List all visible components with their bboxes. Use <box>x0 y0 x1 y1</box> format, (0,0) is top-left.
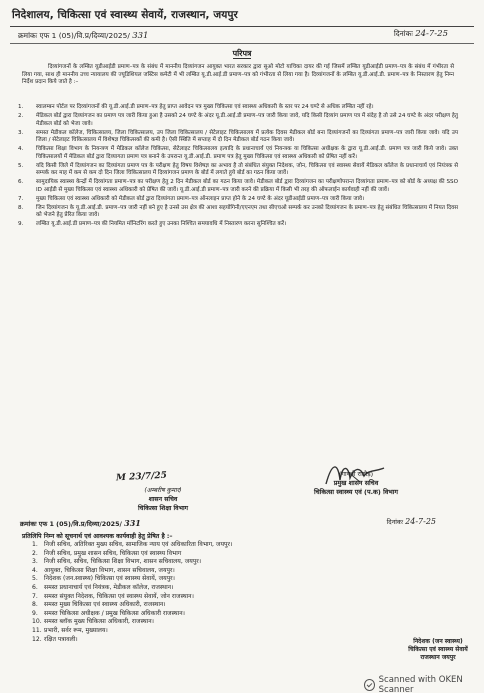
copy-to-item: 6. समस्त प्रधानाचार्य एवं नियंत्रक, मेडीकल कॉलेज, राजस्थान। <box>32 583 174 591</box>
copy-to-item: 4. आयुक्त, चिकित्सा शिक्षा विभाग, शासन सचिवालय, जयपुर। <box>32 566 175 574</box>
directive-item: 9. लम्बित यू.डी.आई.डी प्रमाण–पत्र की नियमित मॉनिटरिंग करते हुए उनका निश्चित समयावधि में निस्तारण करना सुनिश्चित करें। <box>18 221 287 228</box>
date-label: दिनांकः <box>393 29 413 38</box>
org-title: निदेशालय, चिकित्सा एवं स्वास्थ्य सेवायें, राजस्थान, जयपुर <box>12 9 238 21</box>
directive-item: 6. सामुदायिक स्वास्थ्य केन्द्रों में दिव्यांगता प्रमाण–पत्र का परीक्षण हेतु 2 दिन मेडीकल बोर्ड का गठन किया जावे। मेडीकल बोर्ड द्वारा दिव्यांगजन का परीक्षणोपरान्त दिव्यांगता प्रमाण–पत्र को बोर्ड के अध्यक्ष की SSO ID आईडी से मुख्य चिकित्सा एवं स्वास्थ्य अधिकारी को प्रेषित की जावें। यू.डी.आई.डी प्रमाण–पत्र जारी करने की प्रक्रिया में किसी भी तरह की ऑफलाईन कार्यवाही नहीं की जावें। <box>18 179 458 193</box>
copy-to-item: 11. प्रभारी, सर्वर रूम, मुख्यालय। <box>32 626 108 634</box>
directive-list <box>18 104 458 230</box>
copy-to-item: 12. रक्षित पत्रावली। <box>32 635 78 643</box>
directive-item: 4. चिकित्सा शिक्षा विभाग के नियन्त्रण में मेडिकल कॉलेज चिकित्सा, सेटेलाइट चिकित्सालय इत्यादि के प्रधानाचार्य एवं नियन्त्रक या चिकित्सा अधीक्षक के द्वारा यू.डी.आई.डी. प्रमाण पत्र जारी किये जावे। उक्त चिकित्सालयों में मेडिकल बोर्ड द्वारा दिव्यागता प्रमाण पत्र बनाने के उपरान्त यू.डी.आई.डी. प्रमाण पत्र हेतु मुख्य चिकित्सा एवं स्वास्थ्य अधिकारी को प्रेषित नहीं करें। <box>18 146 458 160</box>
date-value: 24-7-25 <box>415 29 448 39</box>
directive-item: 5. यदि किसी जिले में दिव्यांगजन का दिव्यांगता प्रमाण पत्र के परीक्षण हेतु विषय विशेषज्ञ का अभाव है तो संबंधित संयुक्त निदेशक, जोन, चिकित्सा एवं स्वास्थ्य सेवायें मेडिकल कॉलेज के प्रधानाचार्य एवं नियंत्रक से सम्पर्क कर माह में कम से कम दो दिन जिला चिकित्सालय में दिव्यांगजन प्रमाण के बोर्ड में लगाते हुये बोर्ड का गठन किया जावें। <box>18 162 458 176</box>
signatory-right-designation: प्रमुख शासन सचिव <box>333 479 379 487</box>
signatory-right-name: (गायत्री राठौड़) <box>338 470 374 478</box>
signatory-bottom-department: चिकित्सा एवं स्वास्थ्य सेवायें <box>408 646 468 653</box>
signatory-left <box>108 486 218 513</box>
signatory-bottom-designation: निदेशक (जन स्वास्थ्य) <box>413 638 463 645</box>
signatory-right-department: चिकित्सा स्वास्थ्य एवं (प.क) विभाग <box>313 488 399 496</box>
reference-line <box>18 31 468 41</box>
copy-reference-line <box>20 518 470 528</box>
directive-item: 8. जिन दिव्यांगजन के यू.डी.आई.डी. प्रमाण–पत्र जारी नहीं बने हुए है उनसे उस क्षेत्र की आशा सहयोगिनी/एएनएम तथा सीएचओ सम्पर्क कर उनको दिव्यांगजन के प्रमाण–पत्र हेतु संबंधित चिकित्सालय में नियत दिवस को भेजने हेतु प्रेरित किया जावे। <box>18 204 458 219</box>
reference-rule <box>10 43 474 44</box>
circular-title <box>0 48 484 59</box>
directive-item: 2. मेडिकल बोर्ड द्वारा दिव्यांगजन का प्रमाण पत्र जारी किया हुआ है उसको 24 घण्टे के अंदर यू.डी.आई.डी प्रमाण–पत्र जारी किया जावे, यदि किसी दिव्यांग प्रमाण पत्र में संदेह है तो उसे 24 घण्टे के अंदर परीक्षण हेतु मेडीकल बोर्ड को भेजा जावे। <box>18 113 458 127</box>
copy-to-item: 8. समस्त मुख्य चिकित्सा एवं स्वास्थ्य अधिकारी, राजस्थान। <box>32 601 166 609</box>
header-rule <box>10 26 474 27</box>
copy-to-list <box>32 541 232 644</box>
copy-to-item: 7. समस्त संयुक्त निदेशक, चिकित्सा एवं स्वास्थ्य सेवायें, जोन राजस्थान। <box>32 592 194 600</box>
ref-number: एफ 1 (05)/वि.प्र/दिव्या/2025/ <box>39 31 130 40</box>
watermark-text: Scanned with OKEN Scanner <box>378 675 463 693</box>
copy-to-item: 1. निजी सचिव, अतिरिक्त मुख्य सचिव, सामाजिक न्याय एवं अधिकारिता विभाग, जयपुर। <box>32 541 233 548</box>
signatory-bottom-location: राजस्थान जयपुर <box>420 654 456 661</box>
ref-label: क्रमांकः <box>18 31 38 40</box>
handwritten-initials: M 23/7/25 <box>115 470 168 484</box>
scanner-check-icon <box>364 679 375 691</box>
directive-item: 7. मुख्य चिकित्सा एवं स्वास्थ्य अधिकारी को मेडीकल बोर्ड द्वारा दिव्यांगता प्रमाण–पत्र ऑनलाइन प्राप्त होने के 24 घण्टे के अंदर यूडीआईडी प्रमाण–पत्र जारी किया जावे। <box>18 195 365 202</box>
copy-to-heading: प्रतिलिपि निम्न को सूचनार्थ एवं आवश्यक कार्यवाही हेतु प्रेषित है :– <box>22 533 173 540</box>
copy-to-item: 2. निजी सचिव, प्रमुख शासन सचिव, चिकित्सा एवं स्वास्थ्य विभाग <box>32 549 182 557</box>
signatory-left-department: चिकित्सा शिक्षा विभाग <box>137 505 189 512</box>
copy-ref-label: क्रमांकः एफ 1 (05)/वि.प्र/दिव्या/2025/ <box>20 520 122 528</box>
copy-ref-date <box>387 517 436 526</box>
scanner-watermark <box>364 675 484 693</box>
circular-title-text: परिपत्र <box>232 49 252 58</box>
intro-paragraph <box>22 64 454 87</box>
directive-item: 3. समस्त मेडीकल कॉलेज, चिकित्सालय, जिला चिकित्सालय, उप जिला चिकित्सालय / सेटेलाइट चिकित्सालय में प्रत्येक दिवस मेडीकल बोर्ड बना दिव्यांगजनों का दिव्यांगता प्रमाण–पत्र जारी किया जावे। यदि उप जिला / सेटेलाइट चिकित्सालय में विशेषज्ञ चिकित्सकों की कमी है। ऐसी स्थिति में सप्ताह में दो दिन मेडीकल बोर्ड गठन किया जावे। <box>18 129 458 143</box>
copy-date-value: 24-7-25 <box>405 517 436 526</box>
directive-item: 1. स्वालम्बन पोर्टल पर दिव्यांगजनों की यू.डी.आई.डी प्रमाण–पत्र हेतु प्राप्त आवेदन पत्र मुख्य चिकित्सा एवं स्वास्थ्य अधिकारी के स्तर पर 24 घण्टे से अधिक लम्बित नहीं रहे। <box>18 104 374 110</box>
signatory-left-name: (अम्बरीष कुमार) <box>144 487 182 494</box>
copy-date-label: दिनांकः <box>386 518 404 526</box>
copy-ref-handwritten-number: 331 <box>124 518 141 528</box>
copy-to-item: 5. निदेशक (जन.स्वास्थ्य) चिकित्सा एवं स्वास्थ्य सेवायें, जयपुर। <box>32 575 175 583</box>
ref-handwritten-number: 331 <box>132 31 149 41</box>
signatory-left-designation: शासन सचिव <box>148 496 178 503</box>
copy-to-item: 3. निजी सचिव, सचिव, चिकित्सा शिक्षा विभाग, शासन सचिवालय, जयपुर। <box>32 558 202 566</box>
copy-to-item: 9. समस्त चिकित्सा अधीक्षक / प्रमुख चिकित्सा अधिकारी राजस्थान। <box>32 609 185 617</box>
intro-text: दिव्यांगजनों के लम्बित यूडीआईडी प्रमाण–पत्र के संबंध में माननीय दिव्यांगजन आयुक्त भारत सरकार द्वारा सुओ मोटो याचिका दायर की गई जिसमें लम्बित यूडीआईडी प्रमाण–पत्र के संबंध में गंभीरता से लिया गया, साथ ही माननीय उच्च न्यायालय की ज्यूडिशियल जस्टिस कमेटी में भी लम्बित यू.डी.आई.डी प्रमाण–पत्र को गंभीरता से लिया गया है। दिव्यांगजनों के लम्बित यू.डी.आई.डी. प्रमाण–पत्र के निस्तारण हेतु निम्न निर्देश प्रदान किये जाते है :– <box>22 64 454 86</box>
signatory-bottom <box>392 638 484 662</box>
signatory-right <box>268 470 444 497</box>
copy-to-item: 10. समस्त ब्लॉक मुख्य चिकित्सा अधिकारी, राजस्थान। <box>32 618 154 626</box>
ref-date <box>394 29 448 39</box>
